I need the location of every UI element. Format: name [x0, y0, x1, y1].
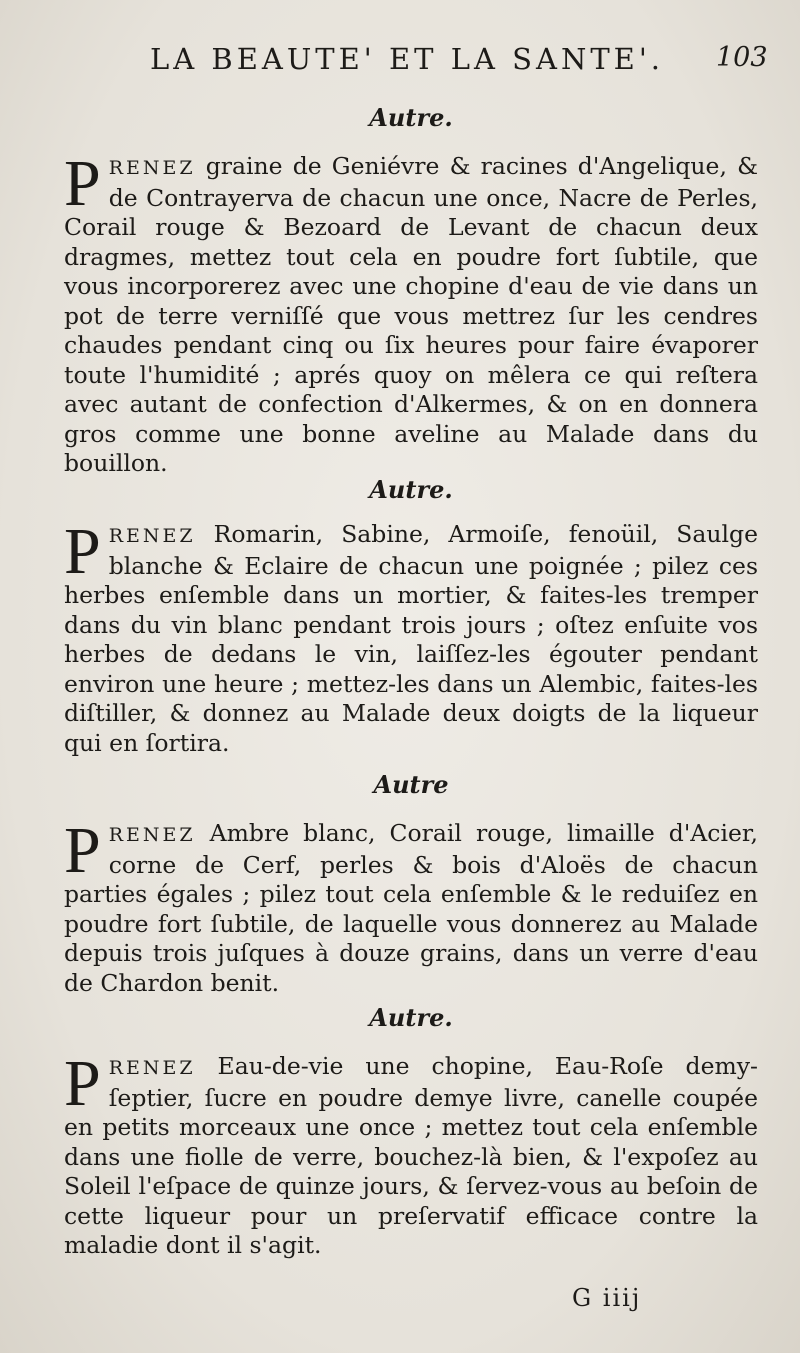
section-title: Autre. [369, 103, 453, 132]
drop-cap: P [64, 147, 101, 220]
drop-cap: P [64, 1047, 101, 1120]
paragraph-text: Romarin, Sabine, Armoiſe, fenoüil, Saulge blanche & Eclaire de chacun une poignée ; pilez ces herbes enſemble dans un mortier, & faites-les tremper dans du vin blanc pendant trois jours ; oſtez enſuite vos herbes de dedans le vin, laiſſez-les égouter pendant environ une heure ; mettez-les dans un Alembic, faites-les diſtiller, & donnez au Malade deux doigts de la liqueur qui en ſortira. [64, 520, 758, 757]
drop-cap: P [64, 515, 101, 588]
lead-word: RENEZ [108, 525, 196, 547]
recipe-section-1 [64, 98, 758, 479]
paragraph-text: graine de Geniévre & racines d'Angelique, & de Contrayerva de chacun une once, Nacre de Perles, Corail rouge & Bezoard de Levant de chacun deux dragmes, mettez tout cela en poudre fort ſubtile, que vous incorporerez avec une chopine d'eau de vie dans un pot de terre verniſſé que vous mettrez ſur les cendres chaudes pendant cinq ou ſix heures pour faire évaporer toute l'humidité ; aprés quoy on mêlera ce qui reſtera avec autant de confection d'Alkermes, & on en donnera gros comme une bonne aveline au Malade dans du bouillon. [64, 152, 758, 477]
recipe-paragraph [64, 515, 758, 758]
drop-cap: P [64, 814, 101, 887]
lead-word: RENEZ [108, 824, 196, 846]
page-number: 103 [716, 42, 768, 73]
paragraph-text: Ambre blanc, Corail rouge, limaille d'Acier, corne de Cerf, perles & bois d'Aloës de chacun parties égales ; pilez tout cela enſemble & le reduiſez en poudre fort ſubtile, de laquelle vous donnerez au Malade depuis trois juſques à douze grains, dans un verre d'eau de Chardon benit. [64, 819, 758, 997]
recipe-paragraph [64, 1047, 758, 1261]
recipe-section-3 [64, 765, 758, 998]
lead-word: RENEZ [108, 157, 196, 179]
lead-word: RENEZ [108, 1057, 196, 1079]
recipe-section-4 [64, 998, 758, 1261]
recipe-section-2 [64, 470, 758, 758]
section-title: Autre. [369, 475, 453, 504]
signature-mark: G iiij [572, 1284, 642, 1312]
recipe-paragraph [64, 147, 758, 479]
recipe-paragraph [64, 814, 758, 998]
paragraph-text: Eau-de-vie une chopine, Eau-Roſe demy-ſeptier, ſucre en poudre demye livre, canelle coupée en petits morceaux une once ; mettez tout cela enſemble dans une fiolle de verre, bouchez-là bien, & l'expoſez au Soleil l'eſpace de quinze jours, & ſervez-vous au beſoin de cette liqueur pour un preſervatif efficace contre la maladie dont il s'agit. [64, 1052, 758, 1259]
page-header [0, 38, 800, 78]
section-title: Autre. [369, 1003, 453, 1032]
running-head: LA BEAUTE' ET LA SANTE'. [150, 42, 665, 76]
section-title: Autre [373, 770, 449, 799]
